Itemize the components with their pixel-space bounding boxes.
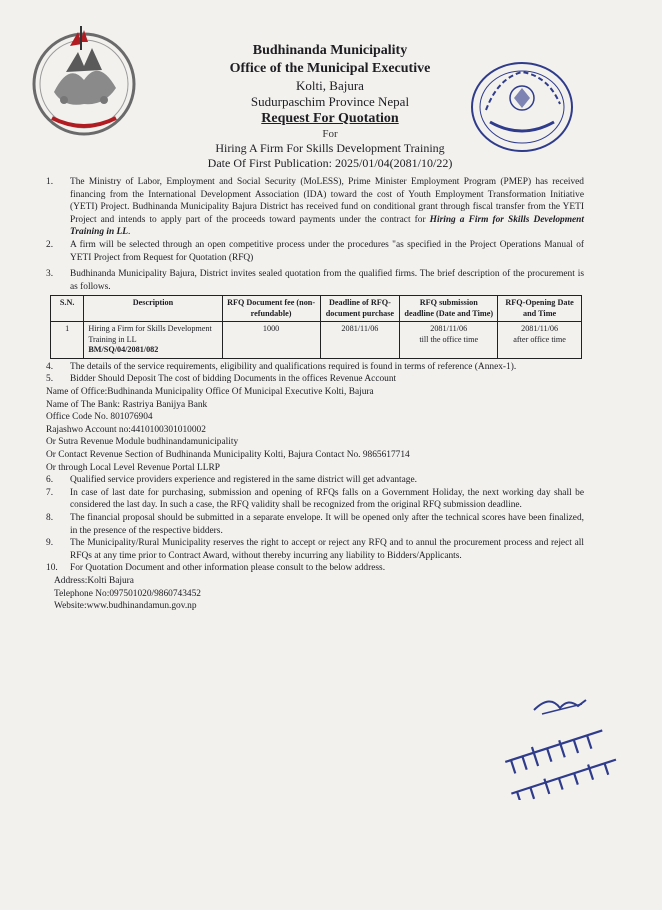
contact-telephone: Telephone No:097501020/9860743452 [54,588,201,599]
header-opening-date: RFQ-Opening Date and Time [498,296,582,322]
clause-10 [46,562,584,575]
clause-text: A firm will be selected through an open competitive process under the procedures "as specified in the Project Operations Manual of YETI Project from Request for Quotation (RFQ) [70,239,584,263]
clause-number: 3. [46,269,54,280]
procurement-table [50,295,582,359]
cell-submission-deadline: 2081/11/06 till the office time [400,322,498,359]
document-subtitle: Hiring A Firm For Skills Development Training [215,141,445,155]
header-sn: S.N. [51,296,84,322]
clause-8 [46,512,584,537]
revenue-account-details [46,386,584,474]
account-number: Rajashwo Account no:4410100301010002 [46,424,206,435]
clause-4 [46,361,584,374]
clause-number: 6. [46,475,54,486]
clause-text: In case of last date for purchasing, submission and opening of RFQs falls on a Government Holiday, the next working day shall be considered the last day. In such a case, the RFQ validity shall be recognized from the original RFQ submission deadline. [70,487,584,511]
header-description: Description [84,296,222,322]
description-code: BM/SQ/04/2081/082 [88,345,159,355]
signature-stamp-icon [490,690,620,800]
cell-description [84,322,222,359]
document-body [46,176,584,613]
header-purchase-deadline: Deadline of RFQ-document purchase [320,296,400,322]
office-name: Office of the Municipal Executive [229,61,431,76]
table-row [51,322,582,359]
header-document-fee: RFQ Document fee (non-refundable) [222,296,320,322]
description-text: Hiring a Firm for Skills Development Training in LL [88,324,212,344]
account-office-code: Office Code No. 801076904 [46,412,153,423]
clause-text: The Municipality/Rural Municipality reserves the right to accept or reject any RFQ and to annul the procurement process and reject all RFQs at any time prior to Contract Award, without thereby incurring any liability to Bidders/Applicants. [70,538,584,561]
clause-text: Budhinanda Municipality Bajura, District invites sealed quotation from the qualified firms. The brief description of the procurement is as follows. [70,269,584,292]
clause-number: 10. [46,563,58,574]
table-header-row [51,296,582,322]
office-location: Kolti, Bajura [296,78,364,93]
clause-number: 5. [46,374,54,385]
document-header [160,36,500,171]
account-portal: Or through Local Level Revenue Portal LLRP [46,462,220,473]
clause-number: 1. [46,177,54,187]
clause-text: Qualified service providers experience and registered in the same district will get advantage. [70,475,417,486]
clause-5 [46,373,584,386]
nepal-emblem-icon [24,22,144,140]
clause-text: The financial proposal should be submitted in a separate envelope. It will be opened only after the technical scores have been finalized, in the presence of the respective bidders. [70,512,584,536]
clause-text: The Ministry of Labor, Employment and Social Security (MoLESS), Prime Minister Employment Program (PMEP) has received financing from the International Development Association (IDA) toward the cost of Youth Employment Transformation Initiative (YETI) Project. Budhinanda Municipality Bajura District has received fund on conditional grant through fiscal transfer from the YETI Project and intends to apply part of the proceeds toward payments under the contract for [70,177,584,225]
contact-address: Address:Kolti Bajura [54,575,134,586]
clause-text: Bidder Should Deposit The cost of bidding Documents in the offices Revenue Account [70,374,397,385]
clause-number: 4. [46,361,54,372]
account-sutra-module: Or Sutra Revenue Module budhinandamunicipality [46,437,239,448]
header-submission-deadline: RFQ submission deadline (Date and Time) [400,296,498,322]
account-bank-name: Name of The Bank: Rastriya Banijya Bank [46,399,208,410]
contact-address-block [46,575,584,613]
clause-number: 2. [46,239,54,250]
publication-date: Date Of First Publication: 2025/01/04(2081/10/22) [207,156,453,170]
municipality-name: Budhinanda Municipality [252,43,408,58]
clause-text: The details of the service requirements, eligibility and qualifications required is found in terms of reference (Annex-1). [70,361,517,372]
clause-9 [46,537,584,562]
clause-number: 7. [46,487,54,498]
cell-purchase-deadline: 2081/11/06 [320,322,400,359]
contract-name: Hiring a Firm for Skills Development Training in LL [70,214,584,238]
clause-3 [46,268,584,293]
cell-document-fee: 1000 [222,322,320,359]
cell-opening-date: 2081/11/06 after office time [498,322,582,359]
clause-7 [46,487,584,512]
cell-sn: 1 [51,322,84,359]
clause-number: 8. [46,512,54,523]
account-office-name: Name of Office:Budhinanda Municipality Office Of Municipal Executive Kolti, Bajura [46,387,374,398]
clause-2 [46,239,584,264]
contact-website: Website:www.budhinandamun.gov.np [54,601,197,612]
account-contact: Or Contact Revenue Section of Budhinanda Municipality Kolti, Bajura Contact No. 9865617714 [46,450,410,460]
clause-text: For Quotation Document and other information please consult to the below address. [70,563,386,574]
clause-6 [46,474,584,487]
title-for: For [322,128,338,140]
clause-number: 9. [46,538,54,549]
clause-1: 1. The Ministry of Labor, Employment and Social Security (MoLESS), Prime Minister Employment Program (PMEP) has received financing from the International Development Association (IDA) toward the cost of Youth Employment Transformation Initiative (YETI) Project. Budhinanda Municipality Bajura District has received fund on conditional grant through fiscal transfer from the YETI Project and intends to apply part of the proceeds toward payments under the contract for Hiring a Firm for Skills Development Training in LL. [46,177,584,238]
document-title: Request For Quotation [261,111,399,126]
province-name: Sudurpaschim Province Nepal [250,94,410,109]
